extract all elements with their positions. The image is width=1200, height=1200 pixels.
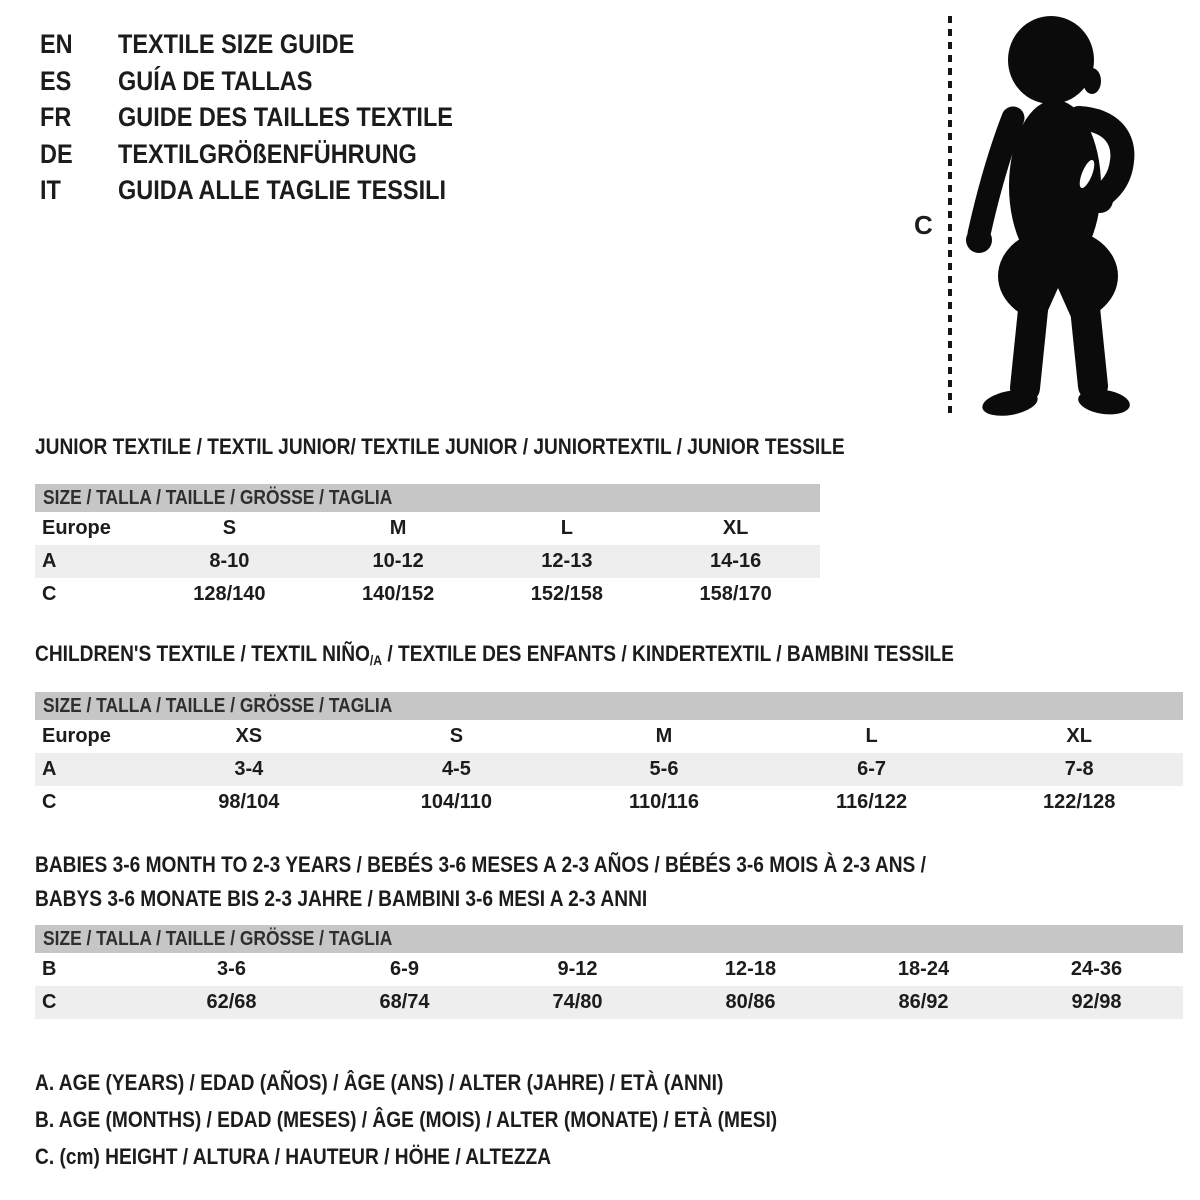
size-cell: L <box>560 517 573 539</box>
row-label: A <box>35 545 145 578</box>
size-cell: 68/74 <box>318 986 491 1019</box>
size-header-bar: SIZE / TALLA / TAILLE / GRÖSSE / TAGLIA <box>35 692 1183 720</box>
size-cell: M <box>655 725 673 747</box>
table-row <box>35 986 1183 1019</box>
footnotes <box>35 1064 888 1175</box>
children-section-title: CHILDREN'S TEXTILE / TEXTIL NIÑO/A / TEXTILE DES ENFANTS / KINDERTEXTIL / BAMBINI TESSILE <box>35 641 954 668</box>
language-code: FR <box>40 102 72 132</box>
guide-title-it: GUIDA ALLE TAGLIE TESSILI <box>118 175 446 205</box>
table-row <box>35 512 820 545</box>
size-cell: 5-6 <box>560 753 768 786</box>
size-cell: XL <box>1066 725 1092 747</box>
size-cell: 92/98 <box>1010 986 1183 1019</box>
guide-title-de: TEXTILGRÖßENFÜHRUNG <box>118 138 417 169</box>
row-label: C <box>35 986 145 1019</box>
table-row <box>35 578 820 611</box>
toddler-silhouette-icon <box>963 14 1143 426</box>
table-row <box>35 786 1183 819</box>
junior-section-title: JUNIOR TEXTILE / TEXTIL JUNIOR/ TEXTILE JUNIOR / JUNIORTEXTIL / JUNIOR TESSILE <box>35 434 845 459</box>
size-cell: 80/86 <box>664 986 837 1019</box>
row-label: C <box>42 791 57 813</box>
size-cell: 8-10 <box>145 545 314 578</box>
language-code: IT <box>40 175 61 205</box>
size-cell: XL <box>722 517 749 539</box>
language-row-de <box>40 136 503 173</box>
size-cell: 74/80 <box>491 986 664 1019</box>
guide-title-es: GUÍA DE TALLAS <box>118 65 313 96</box>
size-cell: 12-13 <box>483 545 652 578</box>
language-title-list <box>40 26 503 209</box>
language-row-en <box>40 26 503 63</box>
size-cell: 18-24 <box>897 958 950 980</box>
size-cell: 7-8 <box>975 753 1183 786</box>
size-cell: 152/158 <box>530 583 604 605</box>
row-label: B <box>42 958 57 980</box>
figure-height-label: C <box>914 210 933 240</box>
size-cell: L <box>865 725 878 747</box>
size-cell: 110/116 <box>628 791 700 813</box>
size-cell: 158/170 <box>699 583 772 605</box>
size-cell: 9-12 <box>557 958 598 980</box>
size-cell: S <box>222 517 237 539</box>
size-cell: 104/110 <box>420 791 492 813</box>
nino-a-subscript: /A <box>369 652 383 668</box>
language-row-it <box>40 172 503 209</box>
table-row <box>35 953 1183 986</box>
row-label: Europe <box>42 517 111 539</box>
language-row-es <box>40 63 503 100</box>
size-header-bar: SIZE / TALLA / TAILLE / GRÖSSE / TAGLIA <box>35 484 820 512</box>
language-code: EN <box>40 29 73 59</box>
language-code: ES <box>40 65 72 96</box>
size-cell: 4-5 <box>353 753 561 786</box>
table-row <box>35 545 820 578</box>
size-cell: 62/68 <box>145 986 318 1019</box>
table-row <box>35 720 1183 753</box>
babies-section-title: BABIES 3-6 MONTH TO 2-3 YEARS / BEBÉS 3-6 MESES A 2-3 AÑOS / BÉBÉS 3-6 MOIS À 2-3 ANS / BABYS 3-6 MONATE BIS 2-3 JAHRE / BAMBINI 3-6 MESI A 2-3 ANNI <box>35 852 926 911</box>
language-code: DE <box>40 138 73 169</box>
size-header-bar: SIZE / TALLA / TAILLE / GRÖSSE / TAGLIA <box>35 925 1183 953</box>
size-cell: 10-12 <box>314 545 483 578</box>
size-cell: 122/128 <box>1043 791 1116 813</box>
size-cell: 128/140 <box>193 583 266 605</box>
height-measure-dashed-line <box>948 16 952 414</box>
guide-title-fr: GUIDE DES TAILLES TEXTILE <box>118 102 453 132</box>
note-age-years: A. AGE (YEARS) / EDAD (AÑOS) / ÂGE (ANS) / ALTER (JAHRE) / ETÀ (ANNI) <box>35 1070 724 1095</box>
junior-size-table <box>35 484 820 611</box>
size-cell: 140/152 <box>361 583 435 605</box>
size-cell: 86/92 <box>837 986 1010 1019</box>
size-cell: 14-16 <box>651 545 820 578</box>
language-row-fr <box>40 99 503 136</box>
row-label: A <box>35 753 145 786</box>
size-cell: 6-9 <box>390 958 419 980</box>
size-cell: 6-7 <box>768 753 976 786</box>
size-cell: 12-18 <box>724 958 777 980</box>
row-label: Europe <box>42 725 111 747</box>
guide-title-en: TEXTILE SIZE GUIDE <box>118 29 355 59</box>
size-cell: 3-6 <box>217 958 246 980</box>
size-cell: 3-4 <box>145 753 353 786</box>
size-cell: XS <box>235 725 263 747</box>
table-row <box>35 753 1183 786</box>
children-size-table <box>35 692 1183 819</box>
note-height-cm: C. (cm) HEIGHT / ALTURA / HAUTEUR / HÖHE / ALTEZZA <box>35 1144 552 1169</box>
size-cell: M <box>389 517 407 539</box>
row-label: C <box>42 583 57 605</box>
size-cell: 98/104 <box>218 791 280 813</box>
size-cell: 24-36 <box>1070 958 1123 980</box>
size-cell: 116/122 <box>835 791 908 813</box>
size-cell: S <box>449 725 464 747</box>
note-age-months: B. AGE (MONTHS) / EDAD (MESES) / ÂGE (MOIS) / ALTER (MONATE) / ETÀ (MESI) <box>35 1107 778 1132</box>
babies-size-table <box>35 925 1183 1019</box>
